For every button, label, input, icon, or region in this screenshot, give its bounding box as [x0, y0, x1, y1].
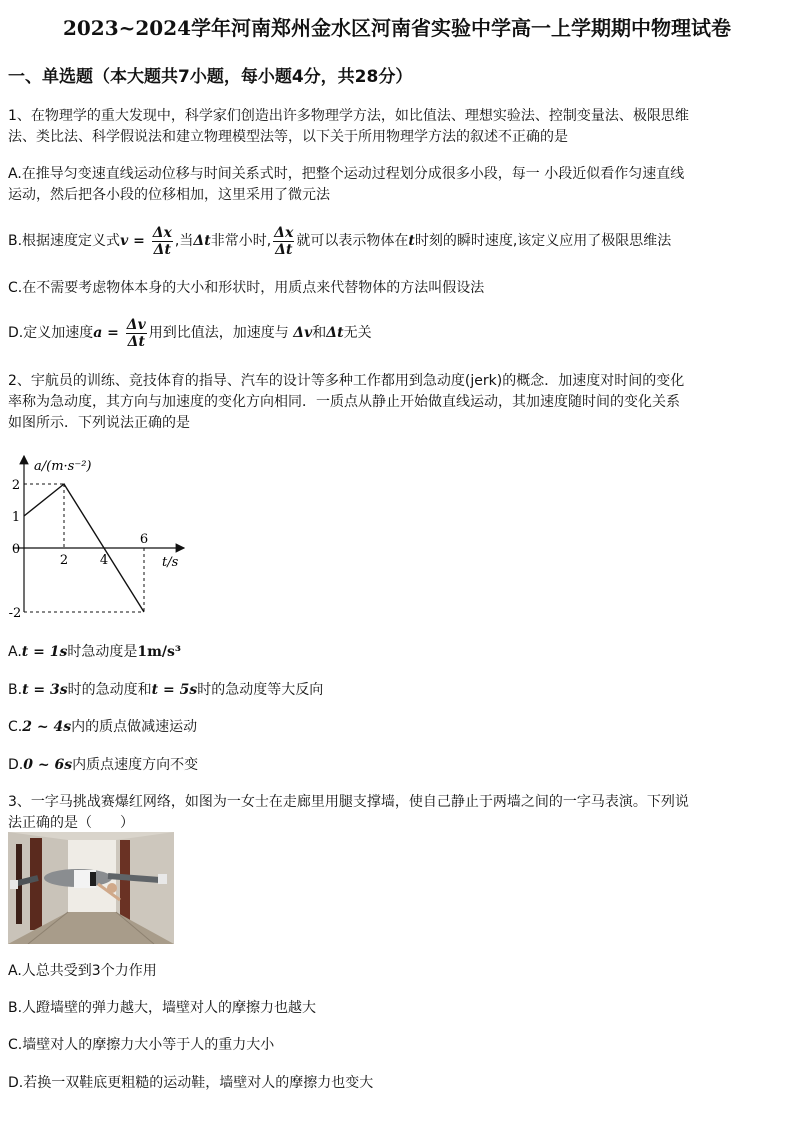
acceleration-time-graph — [6, 450, 196, 620]
q2-a-text-2: 时急动度是 — [67, 644, 138, 660]
q3-stem-line2: 法正确的是（ ） — [8, 815, 134, 831]
x-tick-4: 4 — [99, 553, 109, 568]
q3-option-c: C.墙壁对人的摩擦力大小等于人的重力大小 — [8, 1037, 275, 1053]
y-tick-minus-2: -2 — [8, 606, 22, 620]
q3-option-d: D.若换一双鞋底更粗糙的运动鞋，墙壁对人的摩擦力也变大 — [8, 1075, 374, 1091]
q2-b-text-3: 时的急动度等大反向 — [197, 682, 324, 698]
q2-stem-line2: 率称为急动度，其方向与加速度的变化方向相同．一质点从静止开始做直线运动，其加速度随时间的变化关系 — [8, 394, 680, 410]
q1-d-text-4: 无关 — [343, 325, 372, 341]
q1-d-text-2: 用到比值法，加速度与 — [148, 325, 294, 341]
q1-b-frac2-den: Δt — [275, 241, 293, 258]
q1-b-frac-num: Δx — [152, 224, 172, 241]
q2-d-math: 0 ~ 6s — [23, 757, 73, 773]
y-tick-2: 2 — [11, 478, 21, 493]
q1-option-c: C.在不需要考虑物体本身的大小和形状时，用质点来代替物体的方法叫假设法 — [8, 280, 485, 296]
q2-option-a — [8, 642, 181, 663]
q2-c-math: 2 ~ 4s — [22, 719, 72, 735]
q1-d-dv: Δv — [293, 325, 313, 341]
q1-b-v: v — [120, 233, 129, 249]
q1-option-a-line1: A.在推导匀变速直线运动位移与时间关系式时，把整个运动过程划分成很多小段，每一 小段近似看作匀速直线 — [8, 166, 685, 182]
q1-d-frac-den: Δt — [127, 333, 145, 350]
q2-b-text-2: 时的急动度和 — [67, 682, 152, 698]
q1-b-t: t — [408, 233, 415, 249]
q2-stem-line1: 2、宇航员的训练、竞技体育的指导、汽车的设计等多种工作都用到急动度(jerk)的概念．加速度对时间的变化 — [8, 373, 685, 389]
q2-b-text-1: B. — [8, 682, 23, 698]
q2-option-b — [8, 680, 323, 701]
corridor-split-photo — [8, 832, 174, 944]
q2-option-d — [8, 755, 198, 776]
q1-d-fraction — [126, 317, 147, 350]
q2-a-math: t = 1s — [21, 644, 68, 660]
q1-b-text-5: 时刻的瞬时速度,该定义应用了极限思维法 — [414, 233, 672, 249]
q2-a-text-1: A. — [8, 644, 22, 660]
q1-stem-line2: 法、类比法、科学假说法和建立物理模型法等，以下关于所用物理学方法的叙述不正确的是 — [8, 129, 568, 145]
q2-d-text-1: D. — [8, 757, 24, 773]
y-tick-1: 1 — [11, 510, 21, 525]
q1-b-fraction-2 — [273, 225, 294, 258]
q3-stem-line1: 3、一字马挑战赛爆红网络，如图为一女士在走廊里用腿支撑墙，使自己静止于两墙之间的一字马表演。下列说 — [8, 794, 689, 810]
y-tick-0: 0 — [11, 542, 21, 557]
q1-b-text-3: 非常小时, — [210, 233, 272, 249]
q1-d-frac-num: Δv — [126, 316, 146, 333]
q2-a-unit: 1m/s³ — [137, 644, 182, 660]
q1-b-text-4: 就可以表示物体在 — [296, 233, 409, 249]
q1-option-a-line2: 运动，然后把各小段的位移相加，这里采用了微元法 — [8, 187, 330, 203]
q1-d-text-3: 和 — [312, 325, 327, 341]
q3-option-b: B.人蹬墙壁的弹力越大，墙壁对人的摩擦力也越大 — [8, 1000, 317, 1016]
page-title: 2023~2024学年河南郑州金水区河南省实验中学高一上学期期中物理试卷 — [62, 16, 732, 40]
q1-d-eq: = — [102, 325, 124, 341]
q1-b-text-1: B.根据速度定义式 — [8, 233, 121, 249]
x-axis-label: t/s — [162, 555, 179, 570]
q1-d-a: a — [93, 325, 103, 341]
q1-b-dt: Δt — [193, 233, 211, 249]
q1-option-b — [8, 221, 671, 261]
x-tick-2: 2 — [59, 553, 69, 568]
q1-option-d — [8, 313, 372, 353]
q1-b-text-2: ,当 — [174, 233, 194, 249]
q1-stem-line1: 1、在物理学的重大发现中，科学家们创造出许多物理学方法，如比值法、理想实验法、控制变量法、极限思维 — [8, 108, 689, 124]
x-tick-6: 6 — [139, 532, 149, 547]
q3-option-a: A.人总共受到3个力作用 — [8, 963, 157, 979]
q2-b-math-2: t = 5s — [151, 682, 198, 698]
q1-b-eq: = — [128, 233, 150, 249]
q1-b-frac-den: Δt — [153, 241, 171, 258]
q1-d-dt: Δt — [326, 325, 344, 341]
q1-b-fraction — [152, 225, 173, 258]
section-heading: 一、单选题（本大题共7小题，每小题4分，共28分） — [8, 67, 413, 87]
q2-c-text-2: 内的质点做减速运动 — [71, 719, 198, 735]
q2-option-c — [8, 717, 197, 738]
y-axis-label: a/(m·s⁻²) — [34, 459, 92, 474]
q1-d-text-1: D.定义加速度 — [8, 325, 94, 341]
q2-b-math-1: t = 3s — [22, 682, 68, 698]
q2-d-text-2: 内质点速度方向不变 — [72, 757, 199, 773]
q1-b-frac2-num: Δx — [274, 224, 294, 241]
q2-c-text-1: C. — [8, 719, 23, 735]
q2-stem-line3: 如图所示．下列说法正确的是 — [8, 415, 190, 431]
